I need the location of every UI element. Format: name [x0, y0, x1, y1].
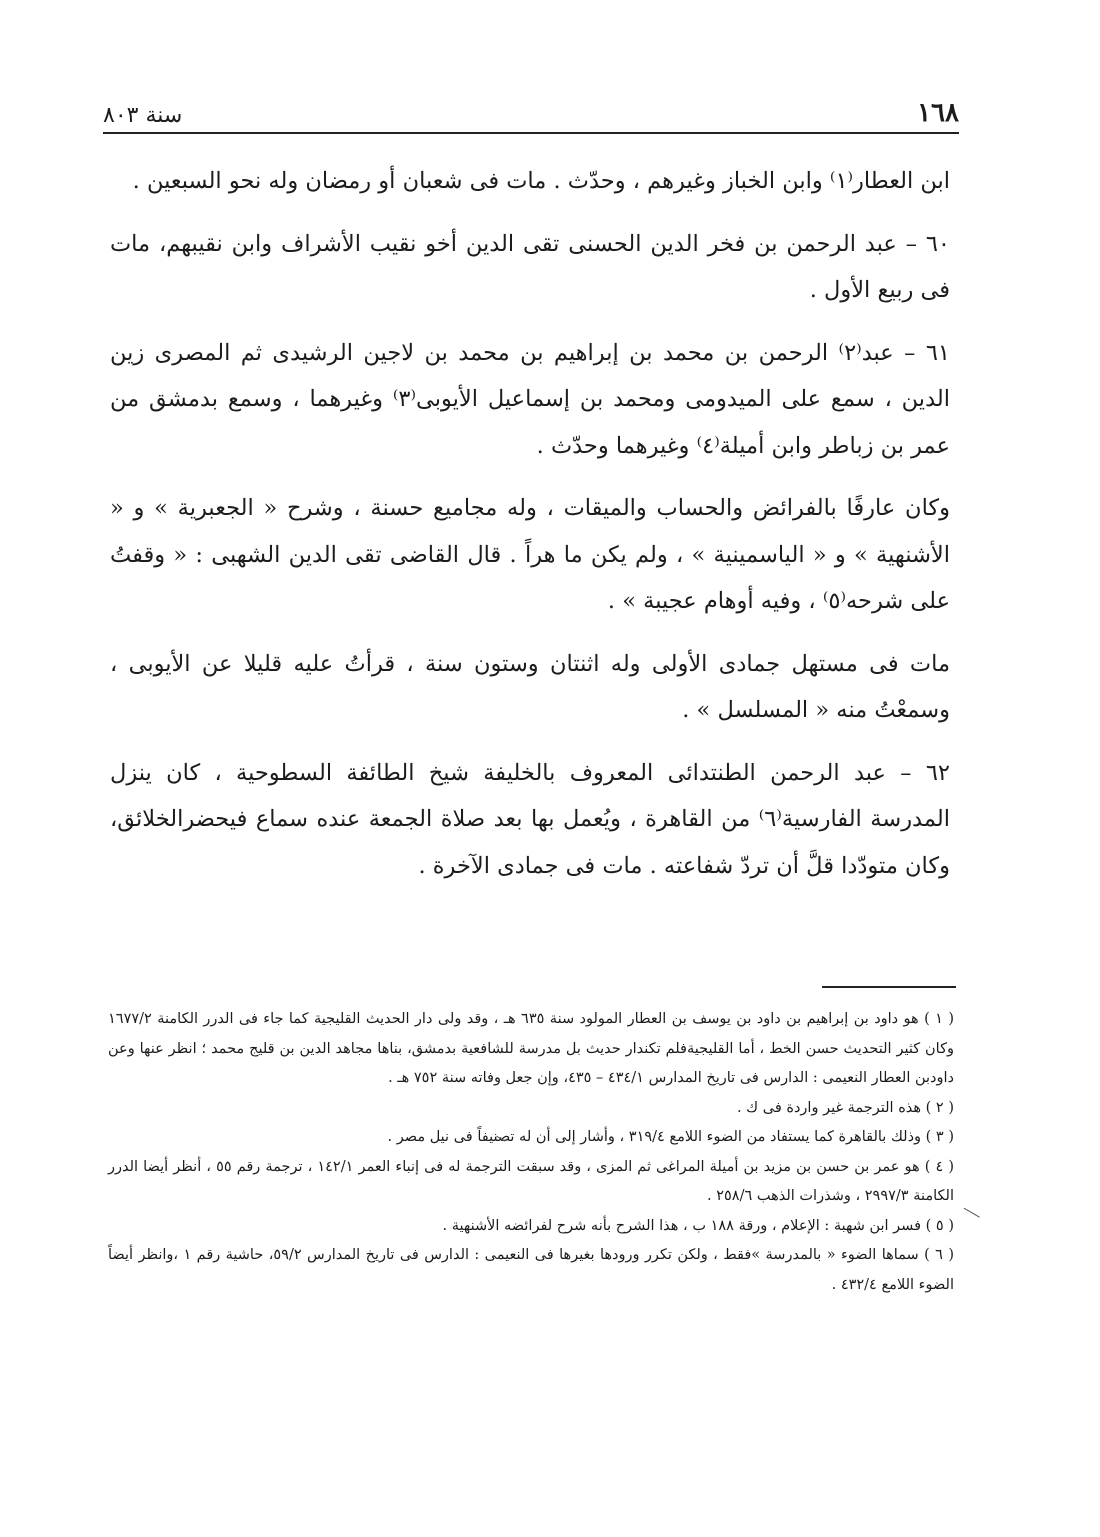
running-header — [103, 88, 959, 128]
paragraph-entry-61: ٦١ – عبد⁽٢⁾ الرحمن بن محمد بن إبراهيم بن محمد بن لاجين الرشيدى ثم المصرى زين الدين ، سمع على الميدومى ومحمد بن إسماعيل الأيوبى⁽٣⁾ وغيرهما ، وسمع بدمشق من عمر بن زباطر وابن أميلة⁽٤⁾ وغيرهما وحدّث . — [110, 339, 950, 459]
running-title-year: سنة ٨٠٣ — [103, 103, 183, 128]
footnote-3: ( ٣ ) وذلك بالقاهرة كما يستفاد من الضوء اللامع ٣١٩/٤ ، وأشار إلى أن له تصنيفاً فى نيل مصر . — [387, 1129, 954, 1145]
scan-speck — [962, 1208, 980, 1220]
page-number: ١٦٨ — [917, 98, 959, 128]
footnote-1: ( ١ ) هو داود بن إبراهيم بن داود بن يوسف بن العطار المولود سنة ٦٣٥ هـ ، وقد ولى دار الحديث القليجية كما جاء فى الدرر الكامنة ١٦٧٧/٢ وكان كثير التحديث حسن الخط ، أما القليجيةفلم تكندار حديث بل مدرسة للشافعية بدمشق، بناها مجاهد الدين بن قليج محمد ؛ انظر عنها وعن داودبن العطار النعيمى : الدارس فى تاريخ المدارس ٤٣٤/١ – ٤٣٥، وإن جعل وفاته سنة ٧٥٢ هـ . — [108, 1011, 954, 1086]
paragraph-1: ابن العطار⁽١⁾ وابن الخباز وغيرهم ، وحدّث . مات فى شعبان أو رمضان وله نحو السبعين . — [132, 168, 950, 194]
footnote-4: ( ٤ ) هو عمر بن حسن بن مزيد بن أميلة المراغى ثم المزى ، وقد سبقت الترجمة له فى إنباء العمر ١٤٢/١ ، ترجمة رقم ٥٥ ، أنظر أيضا الدرر الكامنة ٢٩٩٧/٣ ، وشذرات الذهب ٢٥٨/٦ . — [108, 1158, 954, 1204]
footnote-5: ( ٥ ) فسر ابن شهبة : الإعلام ، ورقة ١٨٨ ب ، هذا الشرح بأنه شرح لفرائضه الأشنهية . — [442, 1217, 954, 1234]
footnote-2: ( ٢ ) هذه الترجمة غير واردة فى ك . — [736, 1099, 954, 1116]
footnotes — [108, 1005, 954, 1300]
paragraph-entry-62: ٦٢ – عبد الرحمن الطنتدائى المعروف بالخليفة شيخ الطائفة السطوحية ، كان ينزل المدرسة الفارسية⁽٦⁾ من القاهرة ، ويُعمل بها بعد صلاة الجمعة عنده سماع فيحضرالخلائق، وكان متودّدا قلَّ أن تردّ شفاعته . مات فى جمادى الآخرة . — [110, 759, 950, 879]
footnote-separator — [822, 986, 956, 988]
main-text — [110, 158, 950, 889]
footnote-6: ( ٦ ) سماها الضوء « بالمدرسة »فقط ، ولكن تكرر ورودها بغيرها فى النعيمى : الدارس فى تاريخ المدارس ٥٩/٢، حاشية رقم ١ ،وانظر أيضاً الضوء اللامع ٤٣٢/٤ . — [108, 1247, 954, 1293]
paragraph-entry-60: ٦٠ – عبد الرحمن بن فخر الدين الحسنى تقى الدين أخو نقيب الأشراف وابن نقيبهم، مات فى ربيع الأول . — [110, 230, 950, 303]
paragraph-4: وكان عارفًا بالفرائض والحساب والميقات ، وله مجاميع حسنة ، وشرح « الجعبرية » و « الأشنهية » و « الياسمينية » ، ولم يكن ما هراً . قال القاضى تقى الدين الشهبى : « وقفتُ على شرحه⁽٥⁾ ، وفيه أوهام عجيبة » . — [110, 495, 950, 614]
header-rule — [103, 132, 959, 134]
paragraph-5: مات فى مستهل جمادى الأولى وله اثنتان وستون سنة ، قرأتُ عليه قليلا عن الأيوبى ، وسمعْتُ منه « المسلسل » . — [110, 650, 950, 723]
